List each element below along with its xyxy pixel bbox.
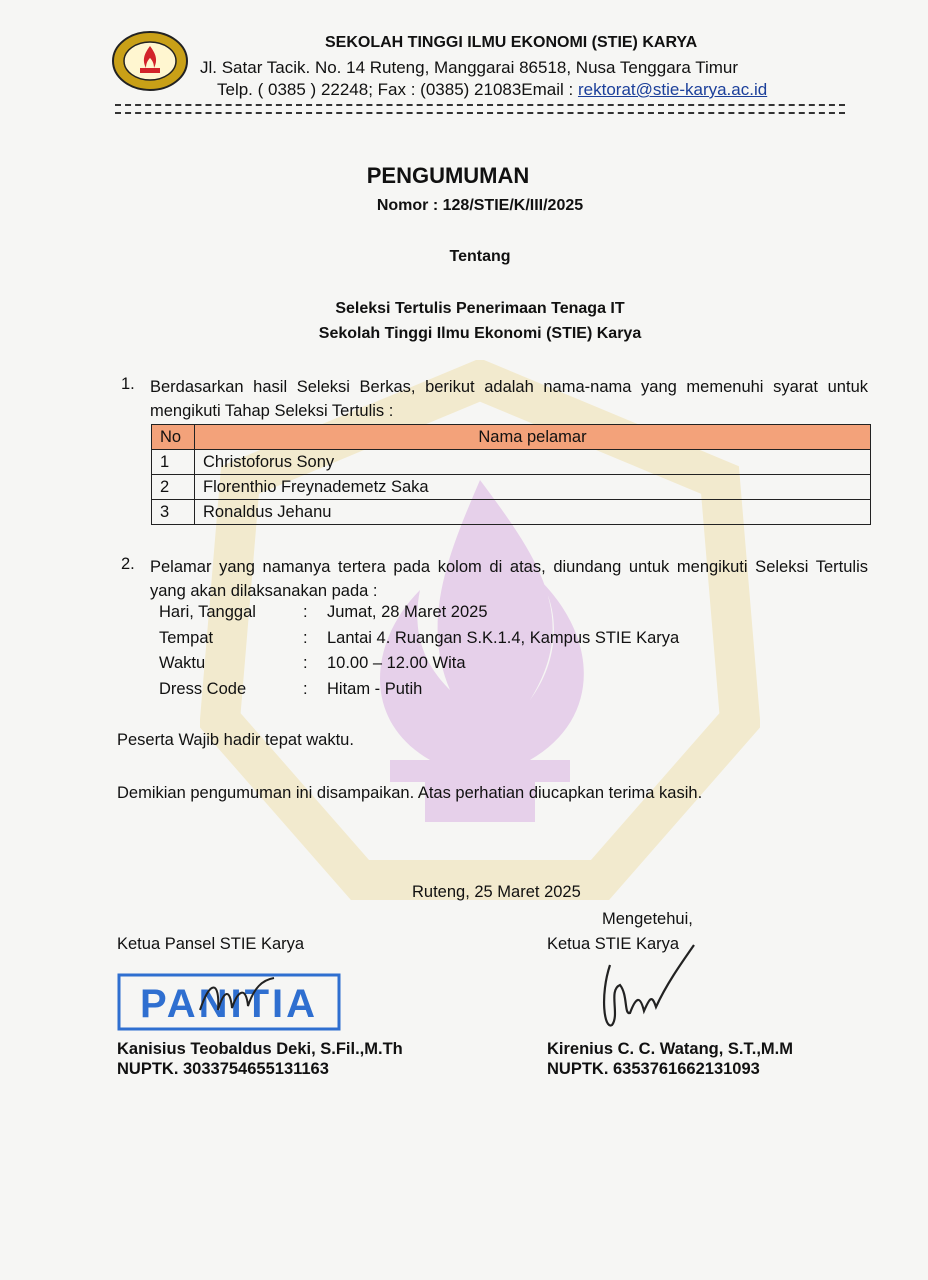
table-row bbox=[152, 500, 871, 525]
subject-line-1: Seleksi Tertulis Penerimaan Tenaga IT bbox=[335, 300, 625, 317]
attendance-note: Peserta Wajib hadir tepat waktu. bbox=[117, 731, 354, 749]
detail-value: Jumat, 28 Maret 2025 bbox=[327, 603, 488, 621]
row-number: 3 bbox=[152, 500, 195, 525]
left-signer-name: Kanisius Teobaldus Deki, S.Fil.,M.Th bbox=[117, 1040, 403, 1058]
right-signature bbox=[590, 935, 700, 1035]
institution-contact bbox=[217, 80, 767, 100]
row-number: 1 bbox=[152, 450, 195, 475]
detail-colon: : bbox=[303, 679, 308, 698]
detail-row-date bbox=[159, 603, 759, 629]
detail-row-time bbox=[159, 654, 759, 680]
table-row bbox=[152, 450, 871, 475]
row-number: 2 bbox=[152, 475, 195, 500]
table-row bbox=[152, 475, 871, 500]
subject-line-2: Sekolah Tinggi Ilmu Ekonomi (STIE) Karya bbox=[318, 325, 642, 342]
section-2-number: 2. bbox=[121, 555, 135, 573]
institution-address: Jl. Satar Tacik. No. 14 Ruteng, Manggarai 86518, Nusa Tenggara Timur bbox=[200, 58, 739, 77]
stamp-text: PANITIA bbox=[139, 982, 319, 1026]
applicant-name: Florenthio Freynademetz Saka bbox=[195, 475, 871, 500]
left-signer-title: Ketua Pansel STIE Karya bbox=[117, 935, 305, 953]
detail-label: Tempat bbox=[159, 628, 214, 647]
detail-label: Waktu bbox=[159, 654, 206, 672]
detail-value: 10.00 – 12.00 Wita bbox=[327, 654, 466, 672]
document-title: PENGUMUMAN bbox=[366, 163, 530, 188]
left-signature bbox=[190, 970, 280, 1030]
applicant-name: Christoforus Sony bbox=[195, 450, 871, 475]
column-header-name: Nama pelamar bbox=[195, 425, 871, 450]
detail-value: Lantai 4. Ruangan S.K.1.4, Kampus STIE Karya bbox=[327, 628, 680, 647]
detail-colon: : bbox=[303, 628, 308, 647]
document-number: Nomor : 128/STIE/K/III/2025 bbox=[376, 197, 584, 214]
acknowledged-label: Mengetehui, bbox=[602, 910, 693, 928]
right-signer-nuptk: NUPTK. 6353761662131093 bbox=[547, 1060, 760, 1078]
detail-colon: : bbox=[303, 654, 308, 672]
right-signer-name: Kirenius C. C. Watang, S.T.,M.M bbox=[547, 1040, 793, 1058]
detail-row-place bbox=[159, 629, 759, 655]
about-label: Tentang bbox=[449, 248, 511, 265]
section-2-text: Pelamar yang namanya tertera pada kolom di atas, diundang untuk mengikuti Seleksi Tertulis yang akan dilaksanakan pada : bbox=[150, 558, 868, 600]
left-signer-nuptk: NUPTK. 3033754655131163 bbox=[117, 1060, 329, 1078]
schedule-details bbox=[159, 603, 759, 705]
email-link[interactable]: rektorat@stie-karya.ac.id bbox=[577, 80, 768, 99]
section-1-text: Berdasarkan hasil Seleksi Berkas, berikut adalah nama-nama yang memenuhi syarat untuk mengikuti Tahap Seleksi Tertulis : bbox=[150, 378, 868, 420]
detail-value: Hitam - Putih bbox=[327, 679, 423, 698]
section-1-number: 1. bbox=[121, 375, 135, 393]
table-header-row bbox=[152, 425, 871, 450]
header-divider bbox=[115, 104, 845, 114]
closing-note: Demikian pengumuman ini disampaikan. Atas perhatian diucapkan terima kasih. bbox=[117, 784, 703, 802]
detail-label: Dress Code bbox=[159, 679, 247, 698]
detail-label: Hari, Tanggal bbox=[159, 603, 256, 621]
detail-row-dress-code bbox=[159, 680, 759, 706]
applicant-name: Ronaldus Jehanu bbox=[195, 500, 871, 525]
institution-name: SEKOLAH TINGGI ILMU EKONOMI (STIE) KARYA bbox=[325, 34, 698, 51]
detail-colon: : bbox=[303, 603, 308, 621]
applicant-table bbox=[151, 424, 871, 525]
institution-logo-icon bbox=[110, 30, 190, 92]
column-header-no: No bbox=[152, 425, 195, 450]
right-signer-title: Ketua STIE Karya bbox=[547, 935, 680, 953]
contact-prefix: Telp. ( 0385 ) 22248; Fax : (0385) 21083Email : bbox=[217, 80, 578, 99]
place-date: Ruteng, 25 Maret 2025 bbox=[412, 883, 581, 901]
